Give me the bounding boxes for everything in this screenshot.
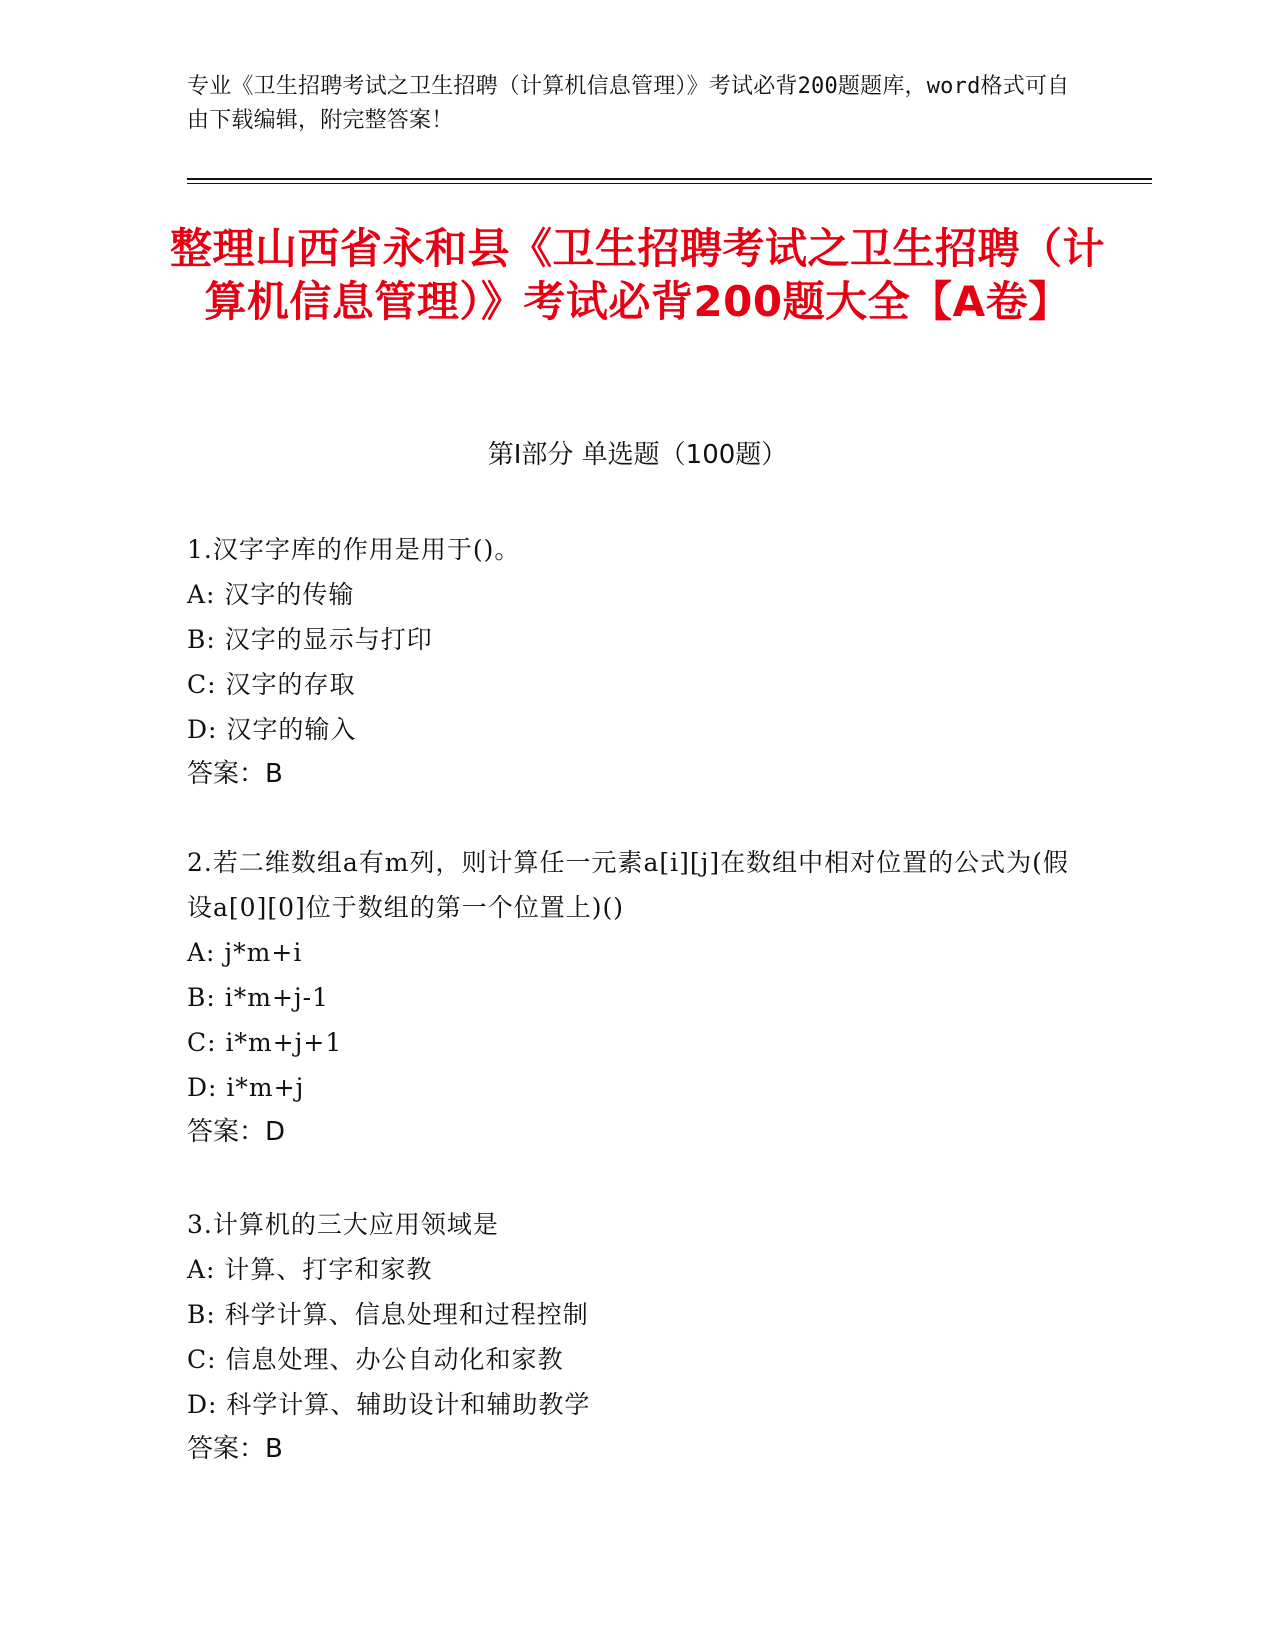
section-heading: 第Ⅰ部分 单选题（100题） (487, 440, 788, 470)
question-stem: 3.计算机的三大应用领域是 (187, 1210, 499, 1239)
option-c: C: 汉字的存取 (187, 670, 356, 699)
header-note: 专业《卫生招聘考试之卫生招聘（计算机信息管理）》考试必背200题题库，word格式可自由下载编辑，附完整答案！ (187, 74, 1070, 133)
option-d: D: 汉字的输入 (187, 715, 357, 744)
option-c: C: i*m+j+1 (187, 1028, 343, 1057)
header-rule-thick (187, 178, 1152, 180)
option-d: D: i*m+j (187, 1073, 305, 1102)
option-b: B: 汉字的显示与打印 (187, 625, 433, 654)
answer-line: 答案：B (187, 1434, 283, 1464)
answer-line: 答案：B (187, 759, 283, 789)
answer-line: 答案：D (187, 1117, 286, 1147)
question-stem: 2.若二维数组a有m列，则计算任一元素a[i][j]在数组中相对位置的公式为(假设a[0][0]位于数组的第一个位置上)() (187, 848, 1069, 922)
question-3 (187, 1202, 1087, 1472)
option-d: D: 科学计算、辅助设计和辅助教学 (187, 1390, 591, 1419)
header-rule-thin (187, 183, 1152, 184)
option-a: A: j*m+i (187, 938, 303, 967)
question-2 (187, 840, 1087, 1155)
question-stem: 1.汉字字库的作用是用于()。 (187, 535, 521, 564)
option-b: B: i*m+j-1 (187, 983, 329, 1012)
option-c: C: 信息处理、办公自动化和家教 (187, 1345, 564, 1374)
question-1 (187, 527, 1087, 797)
document-title: 整理山西省永和县《卫生招聘考试之卫生招聘（计算机信息管理）》考试必背200题大全【A卷】 (170, 224, 1106, 326)
option-a: A: 汉字的传输 (187, 580, 355, 609)
option-a: A: 计算、打字和家教 (187, 1255, 433, 1284)
option-b: B: 科学计算、信息处理和过程控制 (187, 1300, 589, 1329)
